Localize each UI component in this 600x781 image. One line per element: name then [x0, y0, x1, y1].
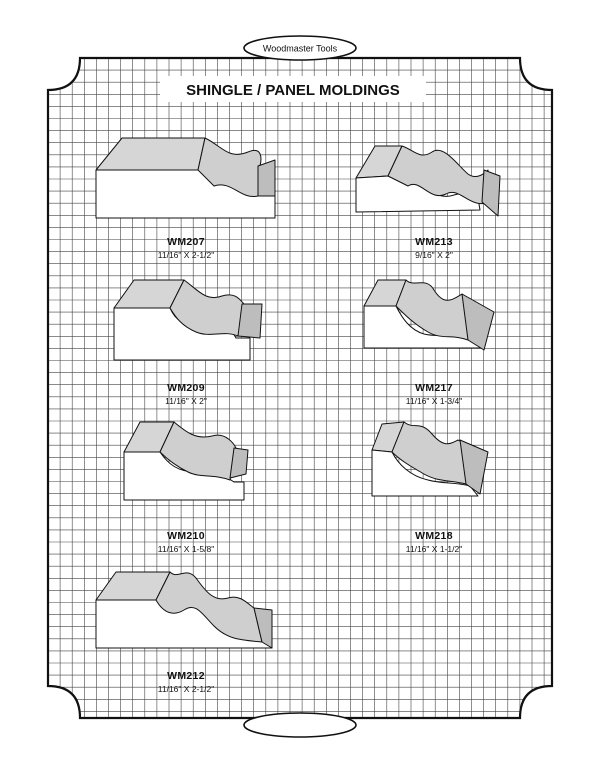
page-title: SHINGLE / PANEL MOLDINGS — [186, 82, 400, 99]
molding-size: 11/16" X 1-1/2" — [405, 544, 463, 554]
profile-wm207 — [96, 138, 275, 218]
molding-item — [86, 530, 286, 554]
molding-size: 11/16" X 1-5/8" — [157, 544, 215, 554]
molding-size: 11/16" X 2-1/2" — [157, 250, 215, 260]
molding-item — [334, 530, 534, 554]
molding-code: WM218 — [415, 530, 453, 542]
molding-item — [86, 382, 286, 406]
brand-name: Woodmaster Tools — [262, 43, 338, 54]
molding-item — [334, 382, 534, 406]
bottom-oval — [244, 713, 356, 737]
profile-wm212 — [96, 572, 272, 648]
molding-size: 11/16" X 2-1/2" — [157, 684, 215, 694]
molding-code: WM209 — [167, 382, 205, 394]
molding-item — [334, 236, 534, 260]
molding-code: WM217 — [415, 382, 453, 394]
title-banner — [160, 76, 426, 102]
molding-size: 11/16" X 2" — [165, 396, 207, 406]
molding-item — [86, 670, 286, 694]
molding-code: WM212 — [167, 670, 205, 682]
molding-code: WM207 — [167, 236, 205, 248]
profile-wm209 — [114, 280, 262, 360]
molding-size: 9/16" X 2" — [415, 250, 453, 260]
molding-item — [86, 236, 286, 260]
molding-code: WM210 — [167, 530, 205, 542]
profile-wm213 — [356, 146, 500, 216]
molding-size: 11/16" X 1-3/4" — [405, 396, 463, 406]
molding-code: WM213 — [415, 236, 453, 248]
brand-badge — [244, 36, 356, 60]
profile-wm217 — [364, 280, 494, 350]
